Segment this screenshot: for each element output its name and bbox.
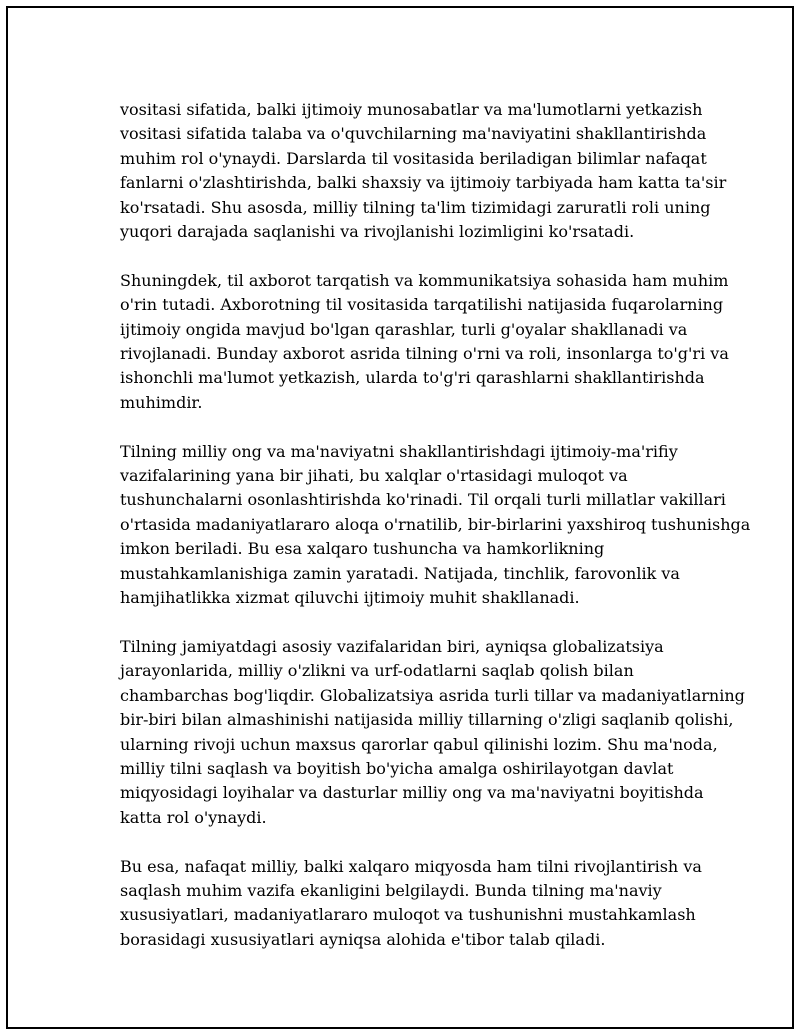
text-line: Tilning jamiyatdagi asosiy vazifalaridan biri, ayniqsa globalizatsiya (120, 636, 664, 656)
text-line: muhim rol o'ynaydi. Darslarda til vositasida beriladigan bilimlar nafaqat (120, 148, 707, 168)
text-line: fanlarni o'zlashtirishda, balki shaxsiy va ijtimoiy tarbiyada ham katta ta'sir (120, 173, 727, 193)
text-line: milliy tilni saqlash va boyitish bo'yicha amalga oshirilayotgan davlat (120, 758, 674, 778)
text-line: jarayonlarida, milliy o'zlikni va urf-odatlarni saqlab qolish bilan (120, 661, 634, 681)
text-line: ishonchli ma'lumot yetkazish, ularda to'g'ri qarashlarni shakllantirishda (120, 368, 705, 388)
text-line: saqlash muhim vazifa ekanligini belgilaydi. Bunda tilning ma'naviy (120, 880, 662, 900)
text-line: vositasi sifatida, balki ijtimoiy munosabatlar va ma'lumotlarni yetkazish (120, 100, 703, 119)
text-line: Bu esa, nafaqat milliy, balki xalqaro miqyosda ham tilni rivojlantirish va (120, 856, 702, 876)
page-content (120, 98, 751, 977)
paragraph-3 (120, 440, 751, 611)
text-line: rivojlanadi. Bunday axborot asrida tilning o'rni va roli, insonlarga to'g'ri va (120, 344, 729, 364)
text-line: Shuningdek, til axborot tarqatish va kommunikatsiya sohasida ham muhim (120, 270, 729, 290)
paragraph-1 (120, 98, 727, 244)
text-line: yuqori darajada saqlanishi va rivojlanishi lozimligini ko'rsatadi. (120, 222, 635, 242)
text-line: tushunchalarni osonlashtirishda ko'rinadi. Til orqali turli millatlar vakillari (120, 490, 726, 510)
text-line: bir-biri bilan almashinishi natijasida milliy tillarning o'zligi saqlanib qolishi, (120, 710, 734, 730)
text-line: katta rol o'ynaydi. (120, 807, 267, 827)
text-line: muhimdir. (120, 392, 203, 412)
text-line: vositasi sifatida talaba va o'quvchilarning ma'naviyatini shakllantirishda (120, 124, 707, 144)
text-line: mustahkamlanishiga zamin yaratadi. Natijada, tinchlik, farovonlik va (120, 563, 680, 583)
paragraph-2 (120, 269, 729, 415)
text-line: imkon beriladi. Bu esa xalqaro tushuncha va hamkorlikning (120, 539, 605, 559)
text-line: hamjihatlikka xizmat qiluvchi ijtimoiy muhit shakllanadi. (120, 588, 580, 608)
text-line: o'rtasida madaniyatlararo aloqa o'rnatilib, bir-birlarini yaxshiroq tushunishga (120, 514, 751, 534)
text-line: miqyosidagi loyihalar va dasturlar milliy ong va ma'naviyatni boyitishda (120, 783, 704, 803)
text-line: ijtimoiy ongida mavjud bo'lgan qarashlar, turli g'oyalar shakllanadi va (120, 319, 688, 339)
text-line: xususiyatlari, madaniyatlararo muloqot va tushunishni mustahkamlash (120, 905, 696, 925)
text-line: ko'rsatadi. Shu asosda, milliy tilning ta'lim tizimidagi zaruratli roli uning (120, 197, 711, 217)
text-line: vazifalarining yana bir jihati, bu xalqlar o'rtasidagi muloqot va (120, 466, 628, 486)
paragraph-4 (120, 635, 745, 830)
paragraph-5 (120, 855, 700, 953)
text-line: chambarchas bog'liqdir. Globalizatsiya asrida turli tillar va madaniyatlarning (120, 685, 745, 705)
text-line: ularning rivoji uchun maxsus qarorlar qabul qilinishi lozim. Shu ma'noda, (120, 734, 718, 754)
page-frame (6, 6, 794, 1029)
text-line: Tilning milliy ong va ma'naviyatni shakllantirishdagi ijtimoiy-ma'rifiy (120, 441, 678, 461)
text-line: borasidagi xususiyatlari ayniqsa alohida e'tibor talab qiladi. (120, 929, 606, 949)
text-line: o'rin tutadi. Axborotning til vositasida tarqatilishi natijasida fuqarolarning (120, 295, 724, 315)
